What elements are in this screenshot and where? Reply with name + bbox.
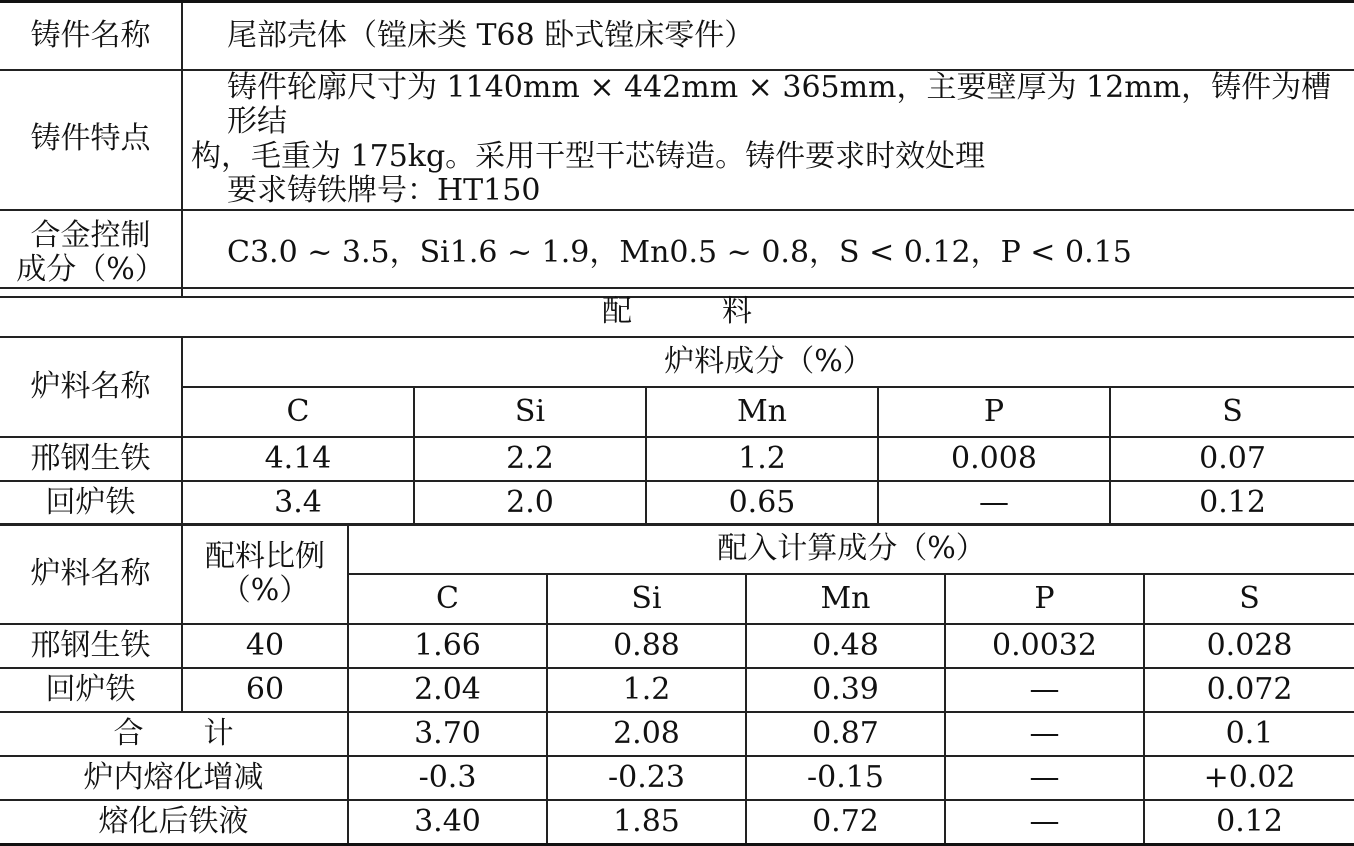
table-row <box>0 624 1354 668</box>
calc-name-header: 炉料名称 <box>0 524 182 624</box>
info-row-name <box>0 2 1354 70</box>
charge-col-si: Si <box>414 387 646 437</box>
table-cell: — <box>945 712 1144 756</box>
table-row <box>0 437 1354 481</box>
charge-col-mn: Mn <box>646 387 878 437</box>
charge-name-header: 炉料名称 <box>0 337 182 437</box>
charge-col-p: P <box>878 387 1110 437</box>
charge-composition-table <box>0 336 1354 526</box>
table-cell: 2.0 <box>414 481 646 525</box>
casting-name-text: 尾部壳体（镗床类 T68 卧式镗床零件） <box>227 17 755 53</box>
table-cell: 0.072 <box>1144 668 1354 712</box>
charge-col-s: S <box>1110 387 1354 437</box>
table-cell: — <box>945 756 1144 800</box>
features-line-2: 构，毛重为 175kg。采用干型干芯铸造。铸件要求时效处理 <box>191 138 986 174</box>
summary-row-furnace-change <box>0 756 1354 800</box>
table-cell: 0.88 <box>547 624 746 668</box>
features-line-1: 铸件轮廓尺寸为 1140mm × 442mm × 365mm，主要壁厚为 12mm，铸件为槽形结 <box>227 69 1332 139</box>
charge-column-row <box>0 387 1354 437</box>
summary-row-melted <box>0 800 1354 844</box>
table-cell: 1.2 <box>547 668 746 712</box>
table-cell: -0.3 <box>348 756 547 800</box>
alloy-label-line-1: 合金控制 <box>30 217 151 253</box>
table-row <box>0 481 1354 525</box>
summary-label-melted: 熔化后铁液 <box>0 800 348 844</box>
info-row-alloy <box>0 210 1354 297</box>
calc-row-name: 回炉铁 <box>0 668 182 712</box>
casting-info-table <box>0 0 1354 298</box>
table-cell: +0.02 <box>1144 756 1354 800</box>
ratio-header-line-1: 配料比例 <box>205 538 325 574</box>
table-cell: — <box>945 668 1144 712</box>
charge-row-name: 回炉铁 <box>0 481 182 525</box>
table-cell: 0.12 <box>1110 481 1354 525</box>
calc-group-header: 配入计算成分（%） <box>348 524 1354 574</box>
table-cell: 3.70 <box>348 712 547 756</box>
table-cell: 0.028 <box>1144 624 1354 668</box>
calc-row-name: 邢钢生铁 <box>0 624 182 668</box>
table-cell: 1.85 <box>547 800 746 844</box>
calc-col-mn: Mn <box>746 574 945 624</box>
table-cell: 0.65 <box>646 481 878 525</box>
features-line-3: 要求铸铁牌号：HT150 <box>227 173 541 208</box>
ratio-header-line-2: （%） <box>220 573 310 608</box>
charge-group-header: 炉料成分（%） <box>182 337 1354 387</box>
info-label-alloy <box>0 210 182 297</box>
calc-row-ratio: 40 <box>182 624 348 668</box>
table-cell: 0.87 <box>746 712 945 756</box>
alloy-label-line-2: 成分（%） <box>16 252 165 287</box>
calc-header-row <box>0 524 1354 574</box>
section-title: 配 料 <box>0 288 1354 337</box>
section-title-table <box>0 287 1354 338</box>
table-row <box>0 668 1354 712</box>
info-value-alloy <box>182 210 1354 297</box>
charge-header-row <box>0 337 1354 387</box>
table-cell: 0.48 <box>746 624 945 668</box>
table-cell: 3.40 <box>348 800 547 844</box>
info-label-name: 铸件名称 <box>0 2 182 70</box>
table-cell: 3.4 <box>182 481 414 525</box>
charge-row-name: 邢钢生铁 <box>0 437 182 481</box>
table-cell: 0.39 <box>746 668 945 712</box>
summary-label-furnace-change: 炉内熔化增减 <box>0 756 348 800</box>
calc-ratio-header <box>182 524 348 624</box>
info-value-features <box>182 70 1354 210</box>
info-label-features: 铸件特点 <box>0 70 182 210</box>
info-row-features <box>0 70 1354 210</box>
table-cell: 0.07 <box>1110 437 1354 481</box>
alloy-spec-text: C3.0 ~ 3.5，Si1.6 ~ 1.9，Mn0.5 ~ 0.8，S < 0.12，P < 0.15 <box>227 234 1132 270</box>
calc-col-p: P <box>945 574 1144 624</box>
table-cell: 1.2 <box>646 437 878 481</box>
summary-row-total <box>0 712 1354 756</box>
table-cell: 2.04 <box>348 668 547 712</box>
table-cell: 4.14 <box>182 437 414 481</box>
charge-col-c: C <box>182 387 414 437</box>
calc-col-si: Si <box>547 574 746 624</box>
calculation-table <box>0 523 1354 846</box>
calc-col-s: S <box>1144 574 1354 624</box>
table-cell: 2.08 <box>547 712 746 756</box>
table-cell: 1.66 <box>348 624 547 668</box>
calc-row-ratio: 60 <box>182 668 348 712</box>
calc-col-c: C <box>348 574 547 624</box>
table-cell: 0.008 <box>878 437 1110 481</box>
table-cell: — <box>945 800 1144 844</box>
table-cell: 0.1 <box>1144 712 1354 756</box>
table-cell: 0.0032 <box>945 624 1144 668</box>
info-value-name <box>182 2 1354 70</box>
table-cell: — <box>878 481 1110 525</box>
table-cell: 0.12 <box>1144 800 1354 844</box>
table-cell: 0.72 <box>746 800 945 844</box>
summary-label-total: 合 计 <box>0 712 348 756</box>
table-cell: -0.15 <box>746 756 945 800</box>
table-cell: 2.2 <box>414 437 646 481</box>
table-cell: -0.23 <box>547 756 746 800</box>
